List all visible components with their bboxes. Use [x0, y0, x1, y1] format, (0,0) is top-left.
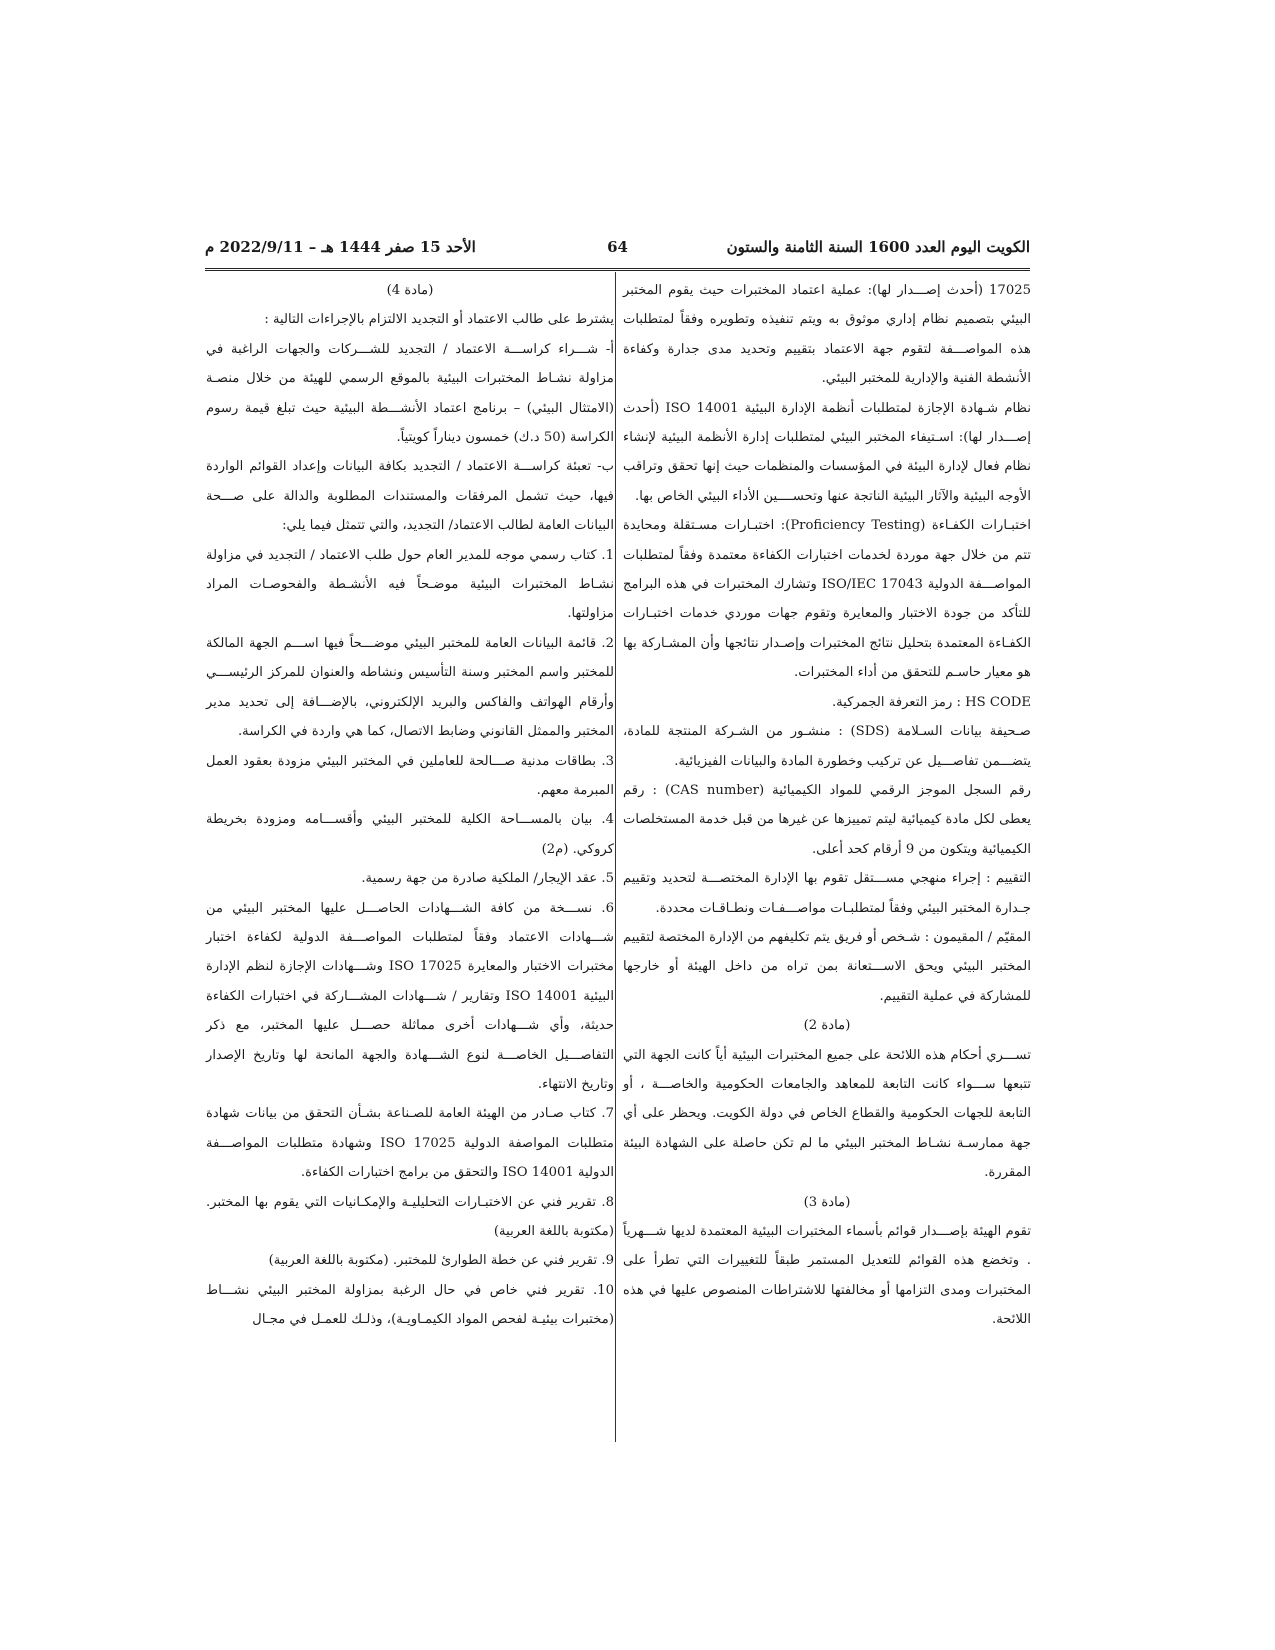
attachment-item-6: 6. نســـخة من كافة الشـــهادات الحاصـــل عليها المختبر البيئي من شـــهادات الاعتماد وفقاً لمتطلبات المواصـــفة الدولية لكفاءة اختبار مختبرات الاختبار والمعايرة ISO 17025 وشـــهادات الإجازة لنظم الإدارة البيئية ISO 14001 وتقارير / شـــهادات المشـــاركة في اختبارات الكفاءة حديثة، وأي شـــهادات أخرى مماثلة حصـــل عليها المختبر، مع ذكر التفاصـــيل الخاصـــة لنوع الشـــهادة والجهة المانحة لها وتاريخ الإصدار وتاريخ الانتهاء. [206, 900, 614, 1092]
definition-assessment: التقييم : إجراء منهجي مســـتقل تقوم بها الإدارة المختصـــة لتحديد وتقييم جـدارة المختبر البيئي وفقاً لمتطلبـات مواصـــفـات ونطـاقـات محددة. [623, 871, 1031, 916]
attachment-item-7: 7. كتاب صـادر من الهيئة العامة للصـناعة بشـأن التحقق من بيانات شهادة متطلبات المواصفة الدولية ISO 17025 وشهادة متطلبات المواصـــفة الدولية ISO 14001 والتحقق من برامج اختبارات الكفاءة. [206, 1106, 614, 1181]
definition-iso-14001: نظام شـهادة الإجازة لمتطلبات أنظمة الإدارة البيئية ISO 14001 (أحدث إصـــدار لها): اسـتيفاء المختبر البيئي لمتطلبات إدارة الأنظمة البيئية لإنشاء نظام فعال لإدارة البيئة في المؤسسات والمنظمات حيث إنها تحقق وتراقب الأوجه البيئية والآثار البيئية الناتجة عنها وتحســــين الأداء البيئي الخاص بها. [623, 400, 1031, 504]
page-number: 64 [607, 238, 628, 256]
attachment-item-3: 3. بطاقات مدنية صـــالحة للعاملين في المختبر البيئي مزودة بعقود العمل المبرمة معهم. [206, 753, 614, 798]
definition-iso-17025: 17025 (أحدث إصـــدار لها): عملية اعتماد المختبرات حيث يقوم المختبر البيئي بتصميم نظام إداري موثوق به ويتم تنفيذه وتطويره وفقاً لمتطلبات هذه المواصـــفة لتقوم جهة الاعتماد بتقييم وتحديد مدى جدارة وكفاءة الأنشطة الفنية والإدارية للمختبر البيئي. [623, 283, 1031, 387]
definition-sds: صـحيفة بيانات السـلامة (SDS) : منشـور من الشـركة المنتجة للمادة، يتضـــمن تفاصـــيل عن تركيب وخطورة المادة والبيانات الفيزيائية. [623, 724, 1031, 769]
article-3-text: تقوم الهيئة بإصـــدار قوائم بأسماء المختبرات البيئية المعتمدة لديها شـــهرياً . وتخضع هذه القوائم للتعديل المستمر طبقاً للتغييرات التي تطرأ على المختبرات ومدى التزامها أو مخالفتها للاشتراطات المنصوص عليها في هذه اللائحة. [623, 1224, 1031, 1328]
article-4-heading: (مادة 4) [386, 283, 434, 298]
article-2-heading: (مادة 2) [803, 1018, 851, 1034]
attachment-item-1: 1. كتاب رسمي موجه للمدير العام حول طلب الاعتماد / التجديد في مزاولة نشـاط المختبرات البيئية موضـحاً فيه الأنشـطة والفحوصـات المراد مزاولتها. [206, 547, 614, 622]
attachment-item-9: 9. تقرير فني عن خطة الطوارئ للمختبر. (مكتوبة باللغة العربية) [268, 1253, 614, 1269]
requirement-a: أ- شـــراء كراســـة الاعتماد / التجديد للشـــركات والجهات الراغبة في مزاولة نشـاط المختبرات البيئية بالموقع الرسمي للهيئة من خلال منصـة (الامتثال البيئي) – برنامج اعتماد الأنشـــطة البيئية حيث تبلغ قيمة رسوم الكراسة (50 د.ك) خمسون ديناراً كويتياً. [206, 341, 614, 446]
right-column [623, 276, 1031, 1335]
attachment-item-2: 2. قائمة البيانات العامة للمختبر البيئي موضـــحاً فيها اســـم الجهة المالكة للمختبر واسم المختبر وسنة التأسيس ونشاطه والعنوان للمركز الرئيســـي وأرقام الهواتف والفاكس والبريد الإلكتروني، بالإضـــافة إلى تحديد مدير المختبر والممثل القانوني وضابط الاتصال، كما هي واردة في الكراسة. [206, 635, 614, 740]
attachment-item-8: 8. تقرير فني عن الاختبـارات التحليليـة والإمكـانيات التي يقوم بها المختبر. (مكتوبة باللغة العربية) [206, 1194, 614, 1239]
attachment-item-5: 5. عقد الإيجار/ الملكية صادرة من جهة رسمية. [361, 871, 614, 887]
article-2-text: تســـري أحكام هذه اللائحة على جميع المختبرات البيئية أياً كانت الجهة التي تتبعها ســـواء كانت التابعة للمعاهد والجامعات الحكومية والخاصـــة ، أو التابعة للجهات الحكومية والقطاع الخاص في دولة الكويت. ويحظر على أي جهة ممارسـة نشـاط المختبر البيئي ما لم تكن حاصلة على الشهادة البيئة المقررة. [623, 1047, 1031, 1181]
column-divider [615, 272, 616, 1442]
definition-proficiency-testing: اختبـارات الكفـاءة (Proficiency Testing): اختبـارات مسـتقلة ومحايدة تتم من خلال جهة موردة لخدمات اختبارات الكفاءة معتمدة وفقاً لمتطلبات المواصـــفة الدولية ISO/IEC 17043 وتشارك المختبرات في هذه البرامج للتأكد من جودة الاختبار والمعايرة وتقوم جهات موردي خدمات اختبـارات الكفـاءة المعتمدة بتحليل نتائج المختبرات وإصـدار نتائجها وأن المشـاركة بها هو معيار حاسـم للتحقق من أداء المختبرات. [623, 518, 1032, 681]
attachment-item-10: 10. تقرير فني خاص في حال الرغبة بمزاولة المختبر البيئي نشـــاط (مختبرات بيئيـة لفحص المواد الكيمـاويـة)، وذلـك للعمـل في مجـال [206, 1282, 614, 1328]
article-4-intro: يشترط على طالب الاعتماد أو التجديد الالتزام بالإجراءات التالية : [264, 312, 614, 328]
definition-hs-code: HS CODE : رمز التعرفة الجمركية. [831, 694, 1031, 710]
definition-assessor: المقيّم / المقيمون : شـخص أو فريق يتم تكليفهم من الإدارة المختصة لتقييم المختبر البيئي ويحق الاســـتعانة بمن تراه من داخل الهيئة أو خارجها للمشاركة في عملية التقييم. [623, 929, 1031, 1004]
gazette-issue-title: الكويت اليوم العدد 1600 السنة الثامنة والستون [726, 238, 1030, 256]
requirement-b: ب- تعبئة كراســـة الاعتماد / التجديد بكافة البيانات وإعداد القوائم الواردة فيها، حيث تشمل المرفقات والمستندات المطلوبة والدالة على صـــحة البيانات العامة لطالب الاعتماد/ التجديد، والتي تتمثل فيما يلي: [206, 459, 614, 534]
article-3-heading: (مادة 3) [803, 1194, 851, 1210]
issue-date: الأحد 15 صفر 1444 هـ – 2022/9/11 م [205, 238, 476, 256]
page-header [205, 234, 1030, 271]
attachment-item-4: 4. بيان بالمســـاحة الكلية للمختبر البيئي وأقســـامه ومزودة بخريطة كروكي. (م2) [206, 812, 614, 857]
left-column [206, 276, 614, 1335]
definition-cas-number: رقم السجل الموجز الرقمي للمواد الكيميائية (CAS number) : رقم يعطى لكل مادة كيميائية ليتم تمييزها عن غيرها من قبل خدمة المستخلصات الكيميائية ويتكون من 9 أرقام كحد أعلى. [623, 782, 1031, 857]
